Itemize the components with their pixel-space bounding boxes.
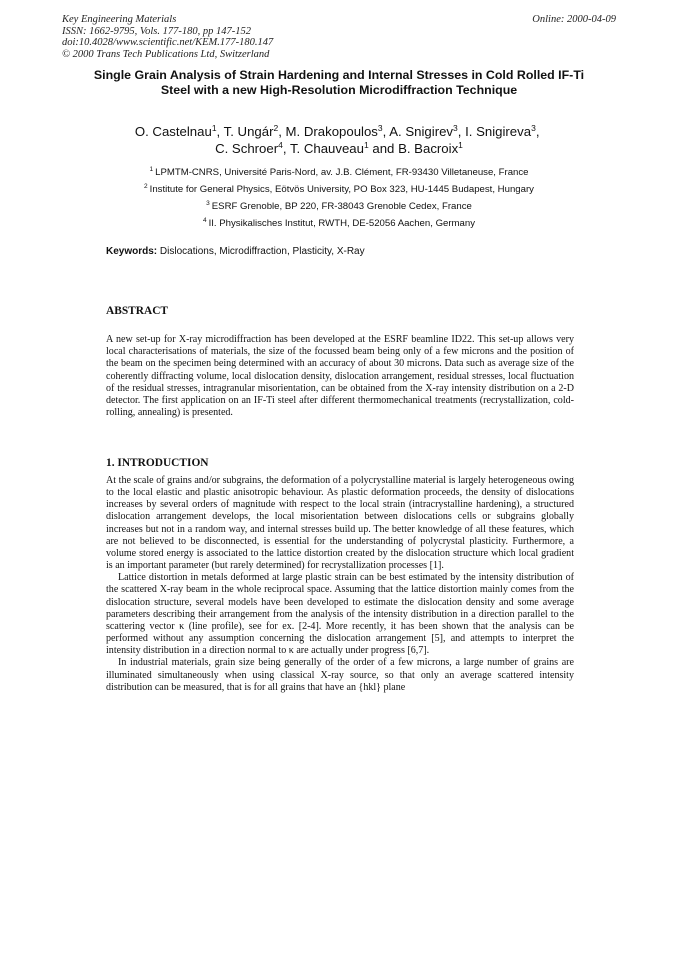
- keywords-label: Keywords:: [106, 246, 158, 257]
- keywords-text: Dislocations, Microdiffraction, Plasticity, X-Ray: [159, 246, 365, 257]
- abstract-heading: ABSTRACT: [106, 305, 169, 317]
- affiliation: [70, 164, 608, 181]
- affiliation-number: 4: [202, 217, 207, 224]
- author-list: [90, 123, 588, 157]
- author-affiliation: 4: [278, 140, 283, 150]
- affiliation-text: LPMTM-CNRS, Université Paris-Nord, av. J.B. Clément, FR-93430 Villetaneuse, France: [155, 167, 529, 178]
- affiliation-number: 2: [144, 183, 148, 190]
- author-name: B. Bacroix: [398, 141, 459, 156]
- author-separator: ,: [278, 124, 286, 139]
- paper-title: Single Grain Analysis of Strain Hardening and Internal Stresses in Cold Rolled IF-Ti Steel with a new High-Resolution Microdiffraction Technique: [93, 68, 585, 97]
- affiliation-number: 1: [149, 166, 154, 173]
- author-affiliation: 1: [211, 123, 217, 133]
- author-affiliation: 2: [273, 123, 279, 133]
- affiliation-text: II. Physikalisches Institut, RWTH, DE-52056 Aachen, Germany: [208, 218, 476, 229]
- affiliation-list: [70, 164, 608, 232]
- keywords: [106, 246, 365, 257]
- doi-line: doi:10.4028/www.scientific.net/KEM.177-180.147: [62, 37, 274, 49]
- author-separator: ,: [216, 124, 224, 139]
- journal-header: [62, 14, 362, 60]
- issn-line: ISSN: 1662-9795, Vols. 177-180, pp 147-152: [62, 25, 251, 37]
- author-separator: and: [368, 141, 399, 156]
- affiliation: [70, 215, 608, 232]
- author-name: C. Schroer: [215, 141, 279, 156]
- journal-name: Key Engineering Materials: [62, 14, 177, 25]
- author-name: T. Ungár: [223, 124, 274, 139]
- affiliation: [70, 181, 608, 198]
- author-affiliation: 1: [363, 140, 369, 150]
- author-separator: ,: [282, 141, 290, 156]
- author-affiliation: 3: [377, 123, 383, 133]
- author-affiliation: 3: [453, 123, 458, 133]
- online-date: Online: 2000-04-09: [532, 14, 616, 25]
- author-name: I. Snigireva: [465, 124, 532, 139]
- author-separator: ,: [382, 124, 390, 139]
- author-name: M. Drakopoulos: [285, 124, 378, 139]
- introduction-heading: 1. INTRODUCTION: [106, 457, 209, 469]
- author-separator: ,: [457, 124, 466, 139]
- intro-paragraph: At the scale of grains and/or subgrains, the deformation of a polycrystalline material is largely heterogeneous owing to the local elastic and plastic anisotropic behaviour. As plastic deformation proceeds, the density of dislocations increases by several orders of magnitude with respect to the local strain (intracrystalline hardening), a structured dislocation arrangement develops, the local misorientation between dislocations cells or subgrains globally increases but not in a random way, and internal stresses build up. The better knowledge of all these features, which are not believed to be disconnected, is essential for the understanding of polycrystal plasticity. Furthermore, a volume stored energy is associated to the lattice distortion created by the dislocation structure which local gradient is an important parameter (but rarely determined) for recrystallization processes [1].: [106, 475, 574, 572]
- intro-paragraph: In industrial materials, grain size being generally of the order of a few microns, a large number of grains are illuminated simultaneously when using classical X-ray source, so that only an average scattered intensity distribution can be measured, that is for all grains that have an {hkl} plane: [106, 657, 574, 693]
- abstract-text: A new set-up for X-ray microdiffraction has been developed at the ESRF beamline ID22. This set-up allows very local characterisations of materials, the size of the focussed beam being only of a few microns and the position of the beam on the specimen being determined with an accuracy of about 30 microns. Data such as average size of the coherently diffracting volume, local dislocation density, dislocation arrangement, residual stresses, local fluctuation of the residual stresses, intragranular misorientation, can be obtained from the X-ray intensity distribution on a 2-D detector. The first application on an IF-Ti steel after different thermomechanical treatments (recrystallization, cold-rolling, annealing) is presented.: [106, 334, 574, 419]
- affiliation: [70, 198, 608, 215]
- author-name: A. Snigirev: [389, 124, 454, 139]
- intro-paragraph: Lattice distortion in metals deformed at large plastic strain can be best estimated by the intensity distribution of the scattered X-ray beam in the whole reciprocal space. Assuming that the lattice distortion mainly comes from the dislocation structure, several models have been developed to estimate the dislocation density and some average parameters describing their arrangement from the analysis of the intensity distribution in a direction parallel to the scattering vector κ (line profile), see for ex. [2-4]. More recently, it has been shown that the analysis can be performed without any assumption concerning the dislocation arrangement [5], and attempts to interpret the intensity distribution in a direction normal to κ are actually under progress [6,7].: [106, 572, 574, 657]
- author-name: O. Castelnau: [134, 124, 212, 139]
- author-affiliation: 1: [458, 140, 463, 150]
- copyright-line: © 2000 Trans Tech Publications Ltd, Switzerland: [62, 48, 270, 60]
- affiliation-text: Institute for General Physics, Eötvös University, PO Box 323, HU-1445 Budapest, Hungary: [149, 184, 534, 195]
- affiliation-text: ESRF Grenoble, BP 220, FR-38043 Grenoble Cedex, France: [211, 201, 472, 212]
- introduction-body: [106, 475, 574, 694]
- author-name: T. Chauveau: [289, 141, 364, 156]
- affiliation-number: 3: [206, 200, 210, 207]
- author-separator: ,: [535, 124, 544, 139]
- author-affiliation: 3: [531, 123, 536, 133]
